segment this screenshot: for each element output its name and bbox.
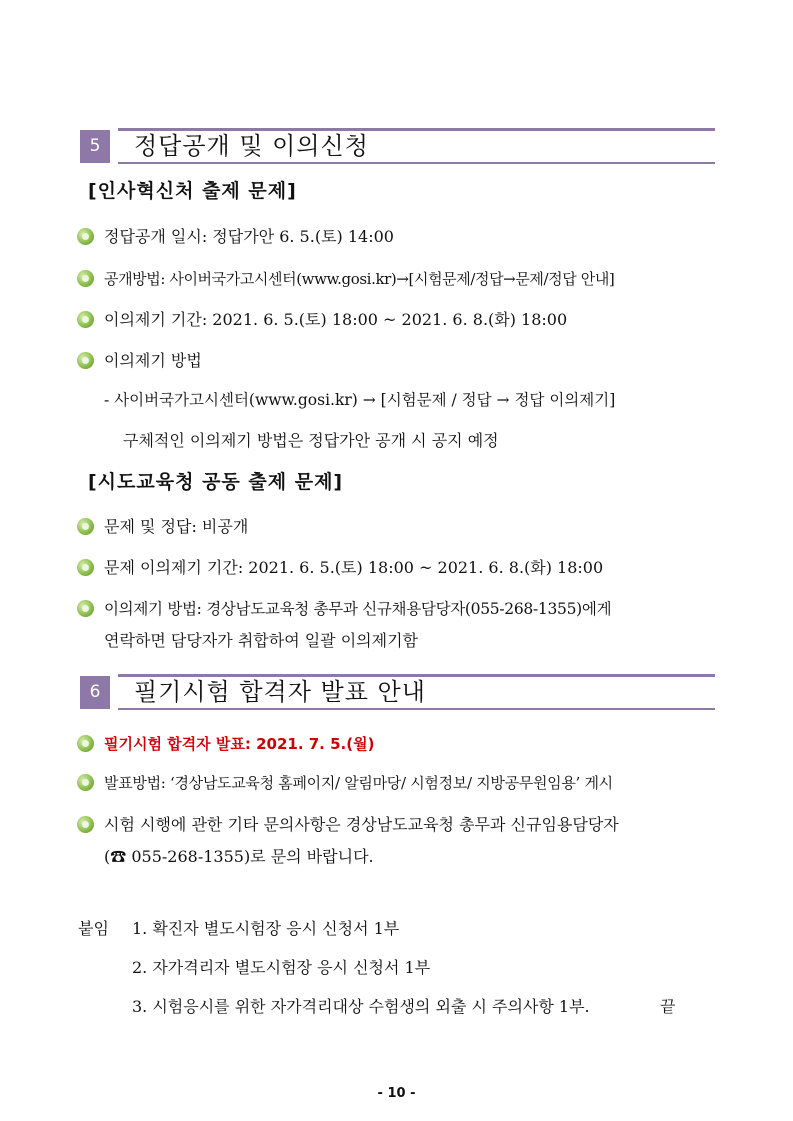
list-item: 이의제기 방법: 경상남도교육청 총무과 신규채용담당자(055-268-1355)에게: [77, 592, 717, 626]
continuation-line: 연락하면 담당자가 취합하여 일괄 이의제기함: [104, 631, 419, 650]
attachment-label: 붙임: [78, 919, 109, 938]
list-item: 시험 시행에 관한 기타 문의사항은 경상남도교육청 총무과 신규임용담당자: [77, 808, 717, 842]
section-5-header: [80, 128, 715, 166]
section-rule-bottom: [118, 708, 715, 710]
bullet-icon: [77, 228, 94, 245]
section-title: 필기시험 합격자 발표 안내: [134, 678, 426, 706]
bullet-icon: [77, 311, 94, 328]
dash-item: - 사이버국가고시센터(www.gosi.kr) → [시험문제 / 정답 → 정답 이의제기]: [104, 391, 616, 409]
list-item: 공개방법: 사이버국가고시센터(www.gosi.kr)→[시험문제/정답→문제/정답 안내]: [77, 262, 717, 296]
bullet-icon: [77, 600, 94, 617]
bullet-icon: [77, 352, 94, 369]
section-number: 5: [80, 130, 110, 163]
list-item: 정답공개 일시: 정답가안 6. 5.(토) 14:00: [77, 220, 717, 254]
subheading-sido: [시도교육청 공동 출제 문제]: [88, 471, 344, 493]
list-item: 이의제기 기간: 2021. 6. 5.(토) 18:00 ~ 2021. 6. 8.(화) 18:00: [77, 303, 717, 337]
bullet-icon: [77, 270, 94, 287]
list-item: 문제 및 정답: 비공개: [77, 510, 717, 544]
subheading-insa: [인사혁신처 출제 문제]: [88, 180, 297, 202]
list-item: 발표방법: ‘경상남도교육청 홈페이지/ 알림마당/ 시험정보/ 지방공무원임용’ 게시: [77, 766, 717, 800]
page-number: - 10 -: [377, 1086, 416, 1101]
section-number: 6: [80, 676, 110, 709]
list-item: 문제 이의제기 기간: 2021. 6. 5.(토) 18:00 ~ 2021. 6. 8.(화) 18:00: [77, 551, 717, 585]
section-6-header: [80, 674, 715, 712]
announcement-date: 필기시험 합격자 발표: 2021. 7. 5.(월): [104, 735, 375, 753]
bullet-icon: [77, 816, 94, 833]
note-line: 구체적인 이의제기 방법은 정답가안 공개 시 공지 예정: [123, 431, 499, 450]
bullet-icon: [77, 559, 94, 576]
section-rule-bottom: [118, 162, 715, 164]
bullet-icon: [77, 774, 94, 791]
attachment-item: 1. 확진자 별도시험장 응시 신청서 1부: [132, 919, 400, 938]
continuation-line: (☎ 055-268-1355)로 문의 바랍니다.: [104, 847, 374, 866]
list-item: [77, 727, 717, 761]
section-title: 정답공개 및 이의신청: [134, 132, 369, 160]
bullet-icon: [77, 735, 94, 752]
end-mark: 끝: [660, 997, 676, 1016]
bullet-icon: [77, 518, 94, 535]
attachment-item: 2. 자가격리자 별도시험장 응시 신청서 1부: [132, 958, 431, 977]
list-item: 이의제기 방법: [77, 344, 717, 378]
attachment-item: 3. 시험응시를 위한 자가격리대상 수험생의 외출 시 주의사항 1부.: [132, 997, 590, 1016]
